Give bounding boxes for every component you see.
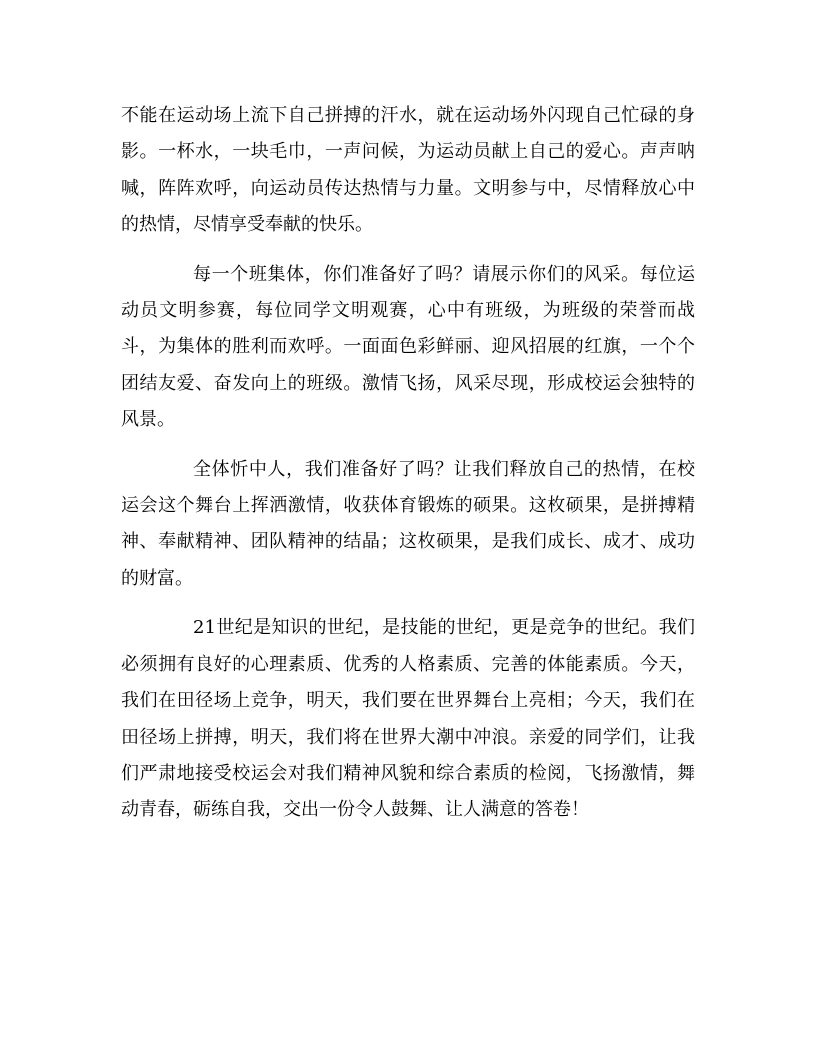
paragraph-2: 每一个班集体，你们准备好了吗？请展示你们的风采。每位运动员文明参赛，每位同学文明观赛，心中有班级，为班级的荣誉而战斗，为集体的胜利而欢呼。一面面色彩鲜丽、迎风招展的红旗，一个个团结友爱、奋发向上的班级。激情飞扬，风采尽现，形成校运会独特的风景。 [121,263,695,431]
document-body [121,98,695,842]
paragraph-3: 全体忻中人，我们准备好了吗？让我们释放自己的热情，在校运会这个舞台上挥洒激情，收获体育锻炼的硕果。这枚硕果，是拼搏精神、奉献精神、团队精神的结晶；这枚硕果，是我们成长、成才、成功的财富。 [121,458,695,589]
paragraph-4: 21世纪是知识的世纪，是技能的世纪，更是竞争的世纪。我们必须拥有良好的心理素质、优秀的人格素质、完善的体能素质。今天，我们在田径场上竞争，明天，我们要在世界舞台上亮相；今天，我们在田径场上拼搏，明天，我们将在世界大潮中冲浪。亲爱的同学们，让我们严肃地接受校运会对我们精神风貌和综合素质的检阅，飞扬激情，舞动青春，砺练自我，交出一份令人鼓舞、让人满意的答卷！ [121,617,695,821]
paragraph-1: 不能在运动场上流下自己拼搏的汗水，就在运动场外闪现自己忙碌的身影。一杯水，一块毛巾，一声问候，为运动员献上自己的爱心。声声呐喊，阵阵欢呼，向运动员传达热情与力量。文明参与中，尽情释放心中的热情，尽情享受奉献的快乐。 [121,105,695,236]
